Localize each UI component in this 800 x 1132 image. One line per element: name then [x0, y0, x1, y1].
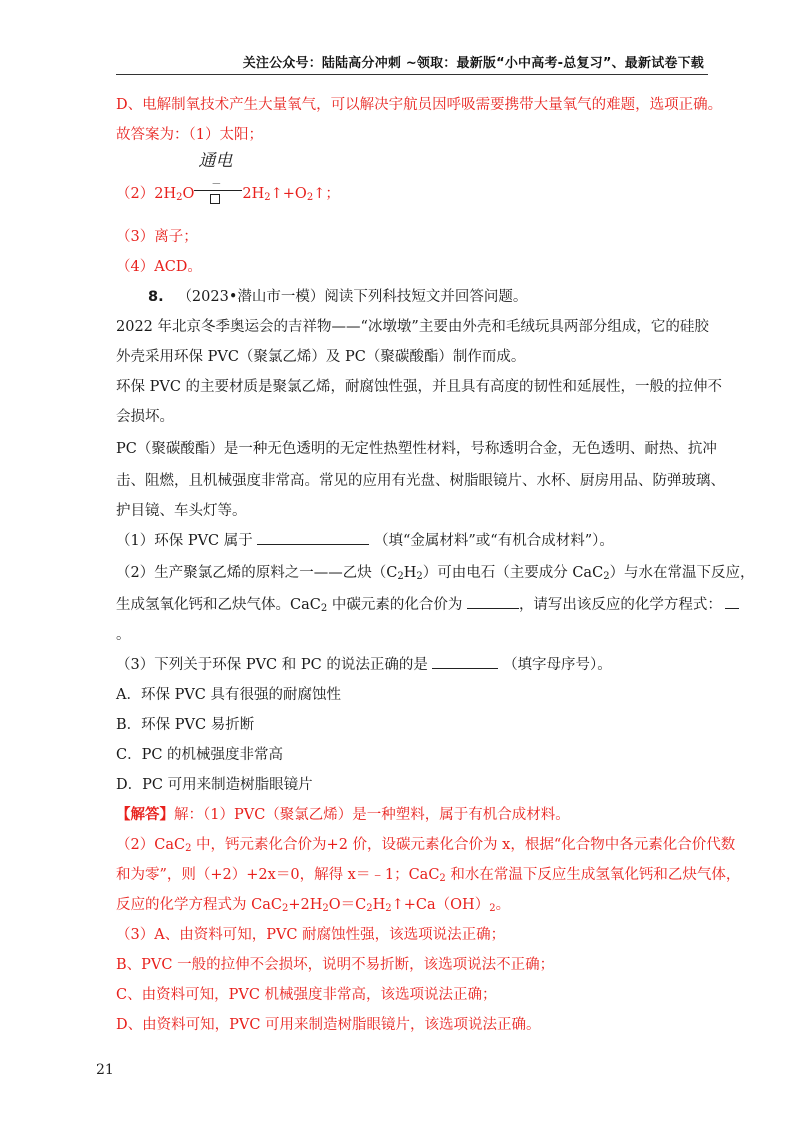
s2-sub: 2 [489, 903, 496, 914]
s2-text: 和水在常温下反应生成氢氧化钙和乙炔气体， [445, 867, 741, 883]
solution-part-3-a: （3）A、由资料可知，PVC 耐腐蚀性强，该选项说法正确； [116, 927, 506, 943]
header-divider [116, 74, 708, 75]
condition-bar [194, 190, 242, 191]
s2-sub: 2 [281, 903, 289, 914]
passage-p3-line1: PC（聚碳酸酯）是一种无色透明的无定性热塑性材料，号称透明合金，无色透明、耐热、抗冲 [116, 441, 717, 457]
q2-text: ）与水在常温下反应， [609, 565, 755, 581]
s2-text: ↑+Ca（OH） [391, 897, 490, 913]
passage-p2-line2: 会损坏。 [116, 409, 174, 425]
question-heading [148, 286, 527, 308]
eq-o: O [182, 186, 195, 202]
s2-sub: 2 [385, 903, 392, 914]
solution-part-3-c: C、由资料可知，PVC 机械强度非常高，该选项说法正确； [116, 987, 497, 1003]
passage-p3-line3: 护目镜、车头灯等。 [116, 503, 247, 519]
option-c: C．PC 的机械强度非常高 [116, 747, 284, 763]
solution-part-2-line2 [116, 864, 740, 886]
q2-sub: 2 [416, 571, 423, 582]
q2-text: ，请写出该反应的化学方程式： [518, 597, 722, 613]
eq-sub: 2 [264, 192, 271, 203]
subquestion-3 [116, 654, 612, 676]
answer-blank[interactable] [725, 594, 739, 609]
subquestion-2-line2 [116, 594, 739, 616]
q3-text: （3）下列关于环保 PVC 和 PC 的说法正确的是 [116, 657, 428, 673]
q2-text: （2）生产聚氯乙烯的原料之一——乙炔（C [116, 565, 398, 581]
q1-hint: （填“金属材料”或“有机合成材料”）。 [373, 533, 614, 549]
q2-text: 中碳元素的化合价为 [327, 597, 463, 613]
passage-p3-line2: 击、阻燃，且机械强度非常高。常见的应用有光盘、树脂眼镜片、水杯、厨房用品、防弹玻璃、 [116, 473, 725, 489]
subquestion-2-line3: 。 [116, 627, 131, 643]
s2-text: +2H [288, 897, 323, 913]
solution-part-3-d: D、由资料可知，PVC 可用来制造树脂眼镜片，该选项说法正确。 [116, 1017, 541, 1033]
s2-text: H [372, 897, 386, 913]
passage-p2-line1: 环保 PVC 的主要材质是聚氯乙烯，耐腐蚀性强，并且具有高度的韧性和延展性，一般的拉伸不 [116, 379, 723, 395]
passage-p1-line2: 外壳采用环保 PVC（聚氯乙烯）及 PC（聚碳酸酯）制作而成。 [116, 349, 526, 365]
reaction-condition [194, 151, 242, 198]
q1-text: （1）环保 PVC 属于 [116, 533, 253, 549]
passage-p1-line1: 2022 年北京冬季奥运会的吉祥物——“冰墩墩”主要由外壳和毛绒玩具两部分组成，它的硅胶 [116, 319, 709, 335]
question-number: 8. [148, 289, 164, 305]
s2-text: 反应的化学方程式为 CaC [116, 897, 282, 913]
option-d: D．PC 可用来制造树脂眼镜片 [116, 777, 313, 793]
condition-dash: － [211, 179, 222, 190]
q2-sub: 2 [397, 571, 404, 582]
eq-end: ↑； [313, 186, 340, 202]
answer-blank[interactable] [257, 530, 369, 545]
solution-part-1 [116, 804, 570, 826]
answer-blank[interactable] [432, 654, 498, 669]
subquestion-2-line1 [116, 562, 755, 584]
eq-sub: 2 [176, 192, 183, 203]
page-number: 21 [96, 1062, 114, 1078]
solution-part-2-line3 [116, 894, 510, 916]
s2-text: （2）CaC [116, 837, 186, 853]
condition-box-icon [210, 194, 220, 204]
page-header: 关注公众号：陆陆高分冲刺 ~领取：最新版“小中高考-总复习”、最新试卷下载 [242, 56, 704, 71]
eq-sub: 2 [306, 192, 314, 203]
q2-sub: 2 [320, 603, 328, 614]
s2-sub: 2 [322, 903, 329, 914]
s2-text: 。 [495, 897, 511, 913]
q2-text: 生成氢氧化钙和乙炔气体。CaC [116, 597, 321, 613]
solution-part-2-line1 [116, 834, 735, 856]
q2-sub: 2 [603, 571, 610, 582]
option-a: A．环保 PVC 具有很强的耐腐蚀性 [116, 687, 342, 703]
s2-sub: 2 [185, 843, 192, 854]
solution-text: 解：（1）PVC（聚氯乙烯）是一种塑料，属于有机合成材料。 [174, 807, 570, 823]
eq-prefix: （2）2H [116, 186, 177, 202]
s2-text: 和为零”，则（+2）+2x＝0，解得 x＝﹣1；CaC [116, 867, 440, 883]
answer-blank[interactable] [467, 594, 519, 609]
condition-label: 通电 [198, 151, 233, 171]
eq-product-1: 2H [242, 186, 265, 202]
solution-tag: 【解答】 [116, 806, 174, 823]
answer-conclusion: 故答案为：（1）太阳； [116, 127, 263, 143]
prev-option-d: D、电解制氧技术产生大量氧气，可以解决宇航员因呼吸需要携带大量氧气的难题，选项正确。 [116, 97, 723, 113]
answer-part-3: （3）离子； [116, 229, 198, 245]
s2-sub: 2 [366, 903, 373, 914]
s2-sub: 2 [439, 873, 446, 884]
solution-part-3-b: B、PVC 一般的拉伸不会损坏，说明不易折断，该选项说法不正确； [116, 957, 555, 973]
q2-text: ）可由电石（主要成分 CaC [422, 565, 604, 581]
subquestion-1 [116, 530, 614, 552]
eq-mid: ↑+O [270, 186, 307, 202]
answer-equation [116, 151, 340, 205]
s2-text: 中，钙元素化合价为+2 价，设碳元素化合价为 x，根据“化合物中各元素化合价代数 [191, 837, 736, 853]
question-source: （2023•潜山市一模）阅读下列科技短文并回答问题。 [177, 289, 528, 305]
q3-hint: （填字母序号）。 [503, 657, 612, 673]
answer-part-4: （4）ACD。 [116, 259, 202, 275]
s2-text: O＝C [328, 897, 367, 913]
q2-text: H [403, 565, 417, 581]
option-b: B．环保 PVC 易折断 [116, 717, 255, 733]
